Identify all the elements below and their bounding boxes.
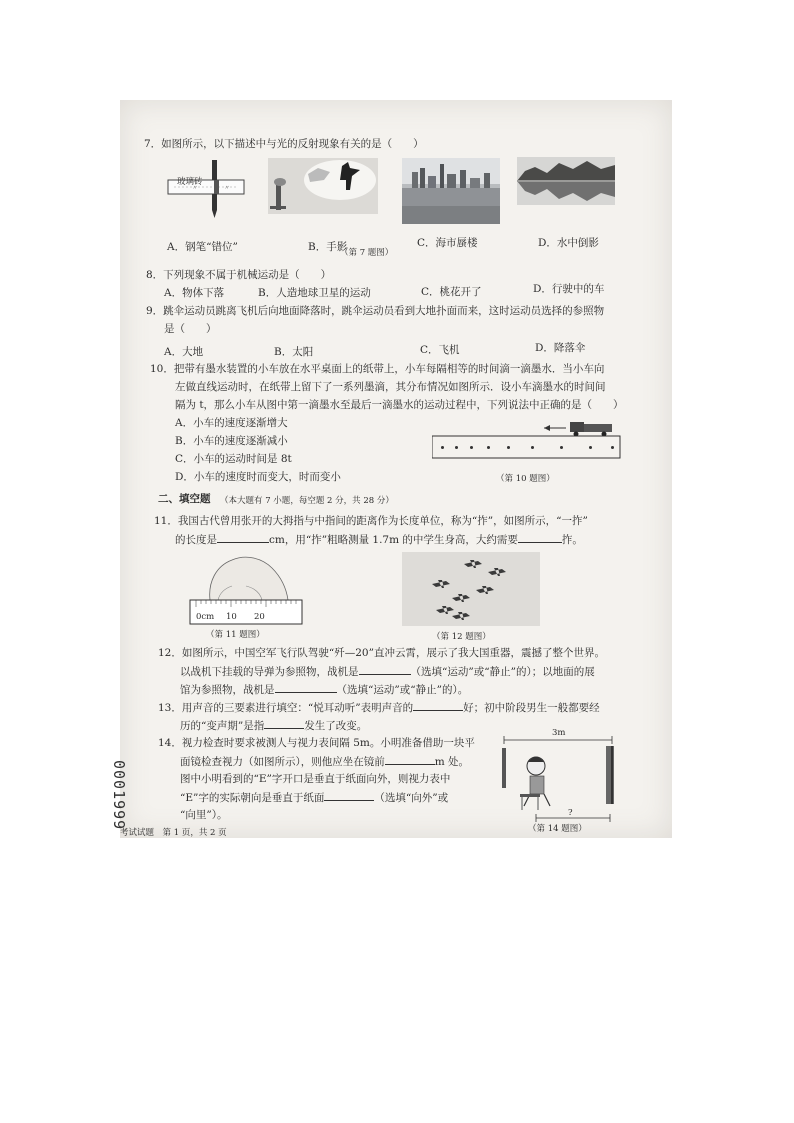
q8-option-a: A．物体下落: [164, 287, 225, 299]
ink-tape-figure: [432, 418, 622, 466]
q9-line-2: 是（ ）: [164, 323, 217, 335]
q7-option-c: C．海市蜃楼: [417, 237, 478, 249]
ink-drop: [531, 446, 534, 449]
q11-caption: （第 11 题图）: [206, 630, 265, 640]
mirage-photo: [402, 158, 500, 224]
q7-option-d: D．水中倒影: [538, 237, 599, 249]
q10-caption: （第 10 题图）: [496, 474, 555, 484]
q13-blank-1[interactable]: [413, 700, 463, 711]
q12-blank-1[interactable]: [359, 664, 411, 675]
q14-line-4: [180, 790, 448, 805]
q11-text-b: cm，用“拃”粗略测量 1.7m 的中学生身高，大约需要: [269, 534, 518, 546]
q8-option-d: D．行驶中的车: [533, 283, 605, 295]
eye-test-question-mark: ?: [568, 808, 573, 818]
q7-caption: （第 7 题图）: [340, 248, 394, 258]
q10-line-2: 左做直线运动时，在纸带上留下了一系列墨滴，其分布情况如图所示．设小车滴墨水的时间间: [175, 381, 606, 393]
ink-drop: [560, 446, 563, 449]
q10-option-b: B．小车的速度逐渐减小: [175, 435, 288, 447]
q14-line-1: 14．视力检查时要求被测人与视力表间隔 5m。小明准备借助一块平: [158, 737, 475, 749]
ruler-label-10: 10: [226, 612, 237, 622]
svg-text:〃: 〃: [192, 185, 199, 192]
hand-shadow-figure: [268, 158, 378, 214]
ink-drop: [589, 446, 592, 449]
svg-text:〃: 〃: [224, 185, 231, 192]
q12-line-1: 12．如图所示，中国空军飞行队驾驶“歼—20”直冲云霄，展示了我大国重器，震撼了整个世界。: [158, 647, 605, 659]
q12-caption: （第 12 题图）: [432, 632, 491, 642]
q9-option-a: A．大地: [164, 346, 204, 358]
glass-brick-label: 玻璃砖: [177, 177, 203, 187]
q10-line-3: 隔为 t，那么小车从图中第一滴墨水至最后一滴墨水的运动过程中，下列说法中正确的是（ ）: [175, 399, 624, 411]
q9-option-b: B．太阳: [274, 346, 314, 358]
q14-caption: （第 14 题图）: [528, 824, 587, 834]
eye-test-distance-label: 3m: [552, 728, 566, 738]
ink-drop: [441, 446, 444, 449]
q12-text-c: 馆为参照物，战机是: [180, 684, 275, 696]
page-footer: 考试试题 第 1 页，共 2 页: [120, 828, 227, 838]
q13-text-b: 好；初中阶段男生一般都要经: [463, 702, 600, 714]
q14-text-c: “E”字的实际朝向是垂直于纸面: [180, 792, 325, 804]
section-2-title: 二、填空题: [158, 493, 211, 505]
exam-sheet-photo: [120, 100, 672, 838]
q13-text-c: 历的“变声期”是指: [180, 720, 265, 732]
ink-drop: [611, 446, 614, 449]
hand-ruler-figure: [188, 552, 306, 626]
q14-text-a: 面镜检查视力（如图所示），则他应坐在镜前: [180, 756, 385, 768]
q13-blank-2[interactable]: [264, 718, 304, 729]
q13-line-2: [180, 718, 367, 733]
q10-option-a: A．小车的速度逐渐增大: [175, 417, 288, 429]
q14-blank-2[interactable]: [324, 790, 374, 801]
q9-line-1: 9．跳伞运动员跳离飞机后向地面降落时，跳伞运动员看到大地扑面而来，这时运动员选择的参照物: [146, 305, 605, 317]
q12-text-a: 以战机下挂载的导弹为参照物，战机是: [180, 666, 359, 678]
q7-stem: 7．如图所示，以下描述中与光的反射现象有关的是（ ）: [144, 138, 424, 150]
ruler-label-20: 20: [254, 612, 265, 622]
q14-text-d: （选填“向外”或: [374, 792, 449, 804]
ink-drop: [455, 446, 458, 449]
side-serial-number: 0001999: [110, 760, 128, 831]
q8-stem: 8．下列现象不属于机械运动是（ ）: [146, 269, 332, 281]
q14-line-5: “向里”）。: [180, 809, 228, 821]
q12-text-b: （选填“运动”或“静止”的）；以地面的展: [410, 666, 595, 678]
q8-option-b: B．人造地球卫星的运动: [258, 287, 371, 299]
pen-glass-figure: [164, 158, 248, 220]
q7-option-b: B．手影: [308, 241, 348, 253]
q10-option-d: D．小车的速度时而变大，时而变小: [175, 471, 341, 483]
q11-blank-2[interactable]: [518, 532, 562, 543]
water-reflection-photo: [517, 157, 615, 205]
ink-drop: [470, 446, 473, 449]
eye-test-figure: [494, 726, 622, 834]
q9-option-d: D．降落伞: [535, 342, 586, 354]
q11-text-a: 的长度是: [175, 534, 217, 546]
q11-line-1: 11．我国古代曾用张开的大拇指与中指间的距离作为长度单位，称为“拃”，如图所示，“一拃”: [154, 515, 588, 527]
q10-option-c: C．小车的运动时间是 8t: [175, 453, 292, 465]
q12-blank-2[interactable]: [275, 682, 337, 693]
q13-text-a: 13．用声音的三要素进行填空：“悦耳动听”表明声音的: [158, 702, 414, 714]
q12-line-3: [180, 682, 468, 697]
q7-option-a: A．钢笔“错位”: [167, 241, 238, 253]
q9-option-c: C．飞机: [420, 344, 460, 356]
q13-text-d: 发生了改变。: [304, 720, 368, 732]
q11-blank-1[interactable]: [217, 532, 269, 543]
section-2-note: （本大题有 7 小题，每空题 2 分，共 28 分）: [220, 496, 394, 506]
q14-blank-1[interactable]: [385, 754, 435, 765]
q14-line-2: [180, 754, 469, 769]
ink-drop: [507, 446, 510, 449]
q11-line-2: [175, 532, 583, 547]
fighter-jets-photo: [402, 552, 540, 626]
q10-line-1: 10．把带有墨水装置的小车放在水平桌面上的纸带上，小车每隔相等的时间滴一滴墨水．当小车向: [150, 363, 605, 375]
q14-text-b: m 处。: [434, 756, 470, 768]
q14-line-3: 图中小明看到的“E”字开口是垂直于纸面向外，则视力表中: [180, 773, 451, 785]
q8-option-c: C．桃花开了: [421, 286, 482, 298]
q12-text-d: （选填“运动”或“静止”的）。: [336, 684, 469, 696]
q12-line-2: [180, 664, 595, 679]
q11-text-c: 拃。: [561, 534, 583, 546]
ink-drop: [487, 446, 490, 449]
q13-line-1: [158, 700, 600, 715]
ruler-label-0: 0cm: [196, 612, 215, 622]
